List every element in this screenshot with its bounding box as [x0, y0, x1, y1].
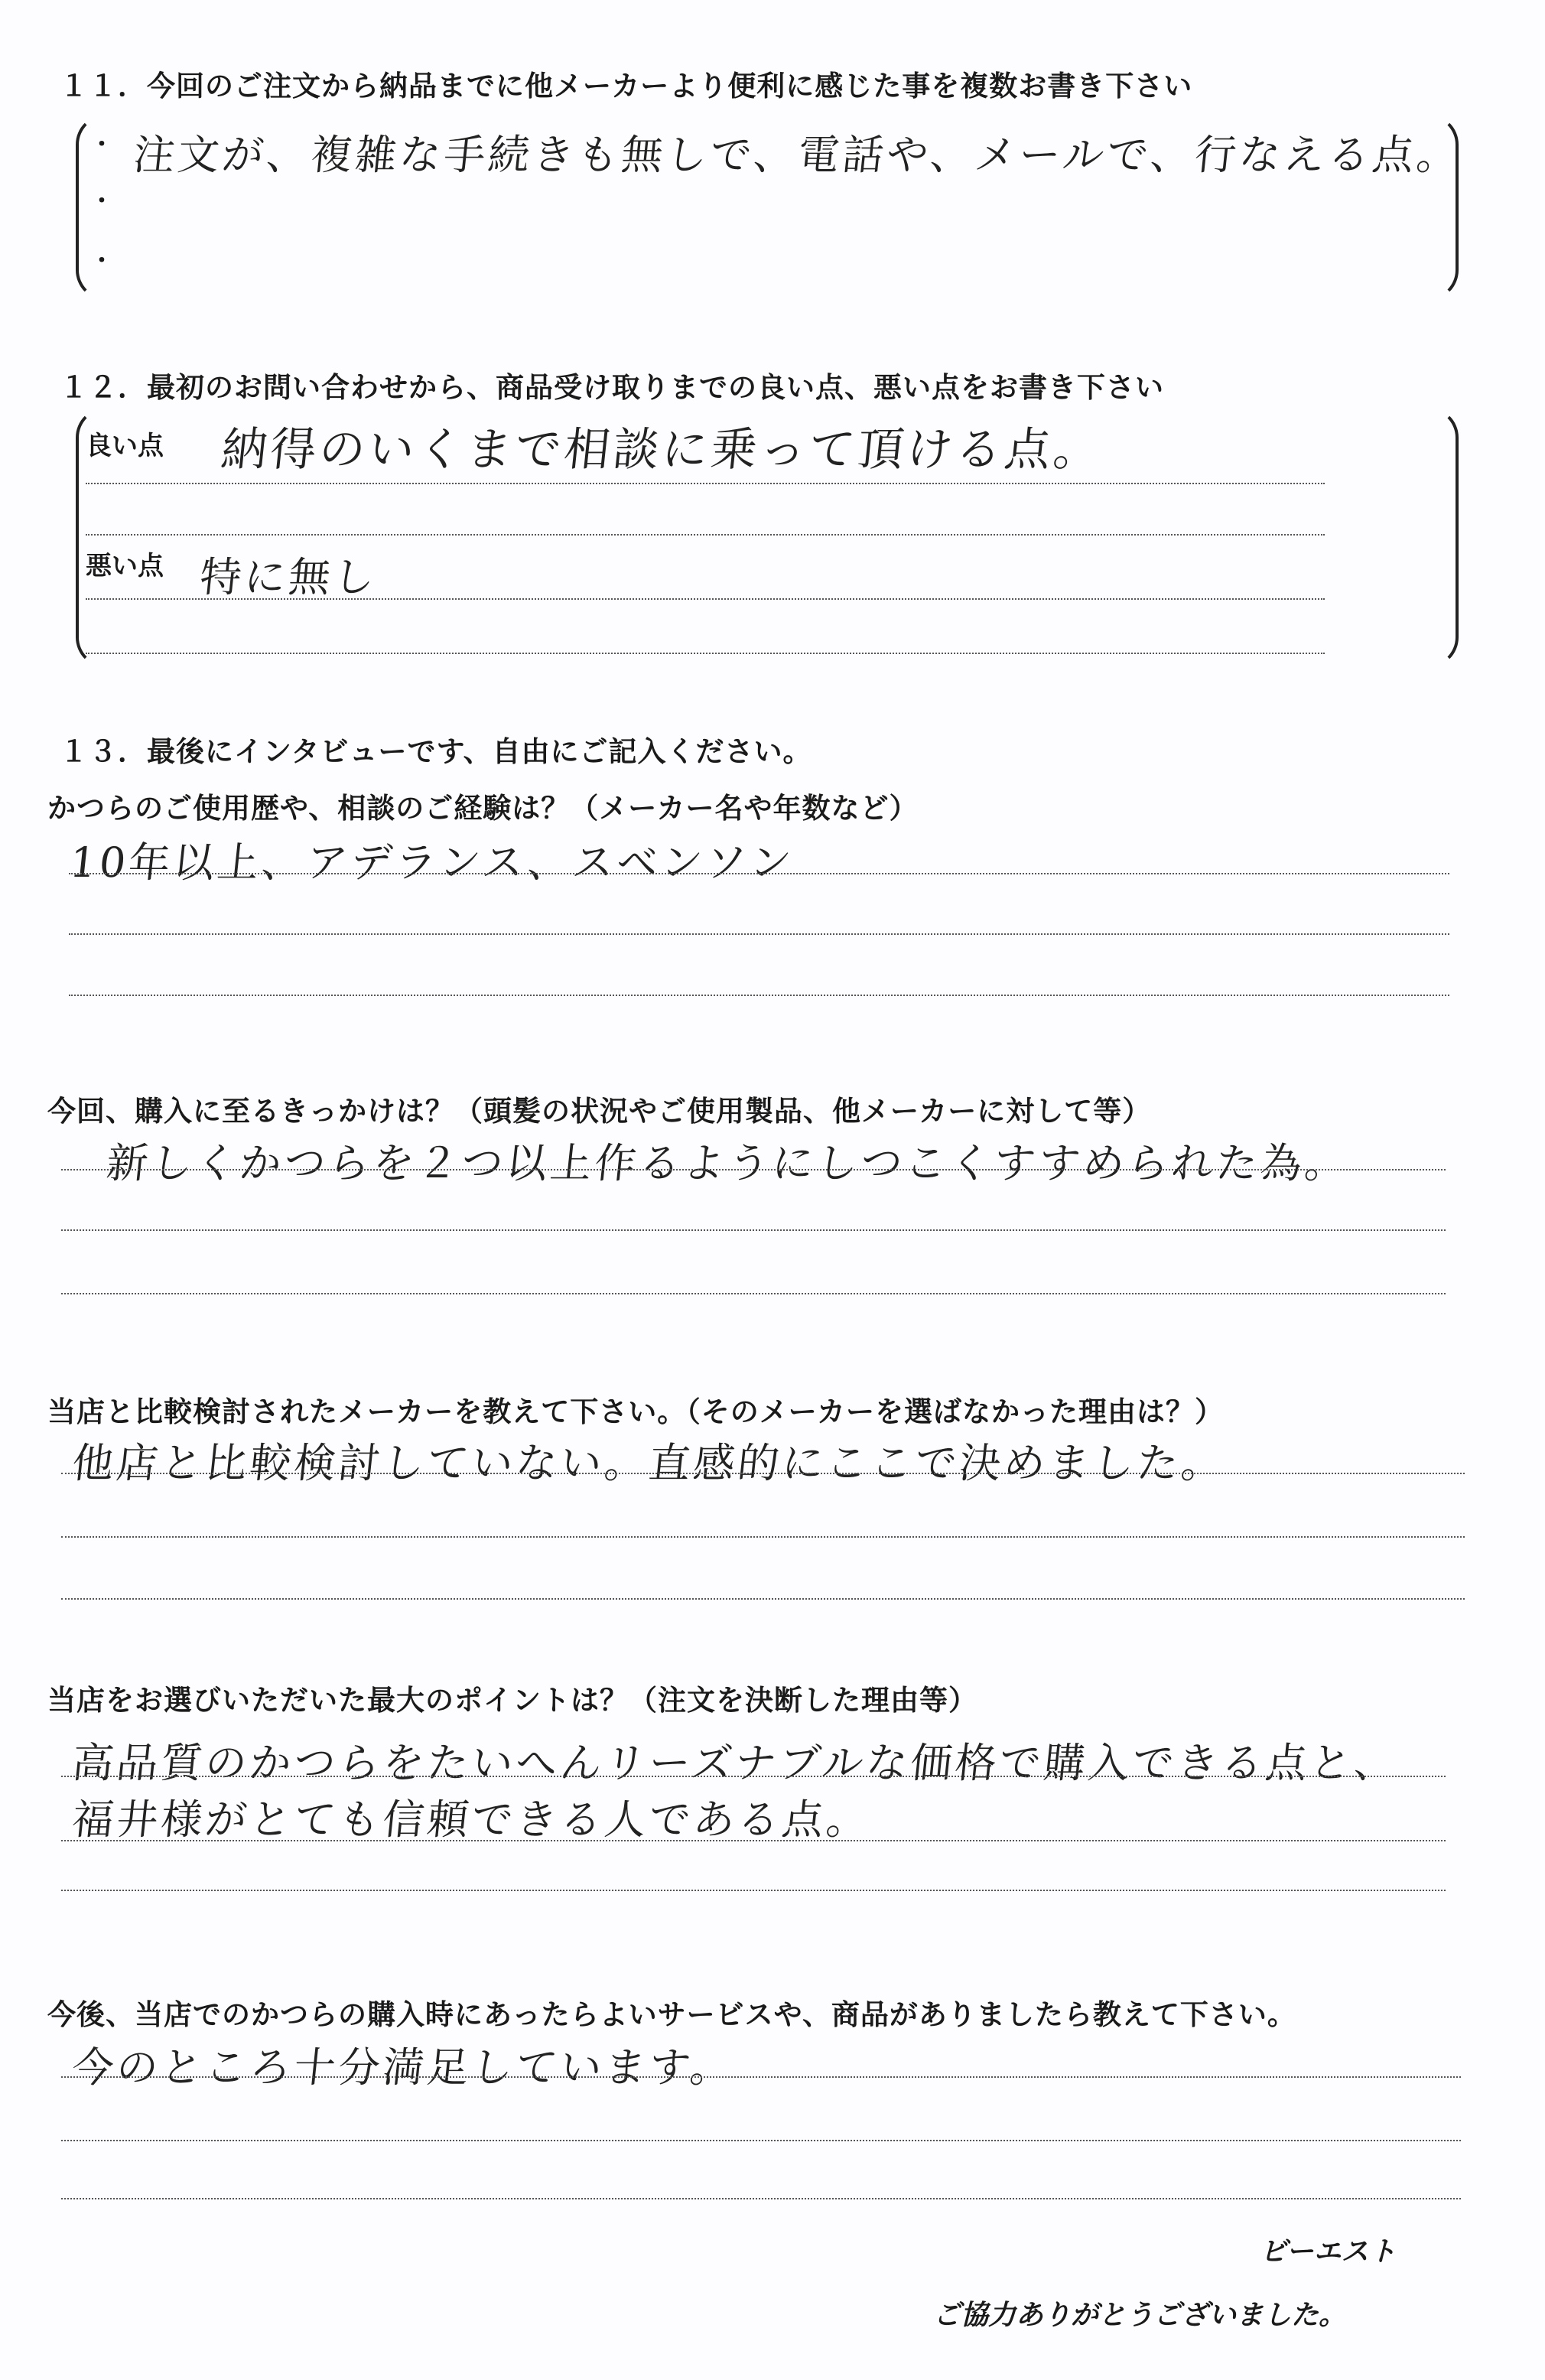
q13-item-1-answer: 10年以上、アデランス、スベンソン — [67, 838, 797, 887]
thank-you-message: ご協力ありがとうございました。 — [933, 2300, 1347, 2331]
writing-line — [61, 1536, 1465, 1538]
writing-line — [61, 1473, 1465, 1474]
writing-line — [61, 1229, 1446, 1231]
q13-item-4-question: 当店をお選びいただいた最大のポイントは？（注文を決断した理由等） — [47, 1684, 977, 1717]
writing-line — [61, 1293, 1446, 1294]
writing-line — [86, 483, 1325, 484]
q13-item-4-answer-line-2: 福井様がとても信頼できる人である点。 — [70, 1796, 873, 1844]
writing-line — [86, 653, 1325, 654]
q12-question: １２．最初のお問い合わせから、商品受け取りまでの良い点、悪い点をお書き下さい — [60, 371, 1164, 404]
q11-question: １１．今回のご注文から納品までに他メーカーより便利に感じた事を複数お書き下さい — [60, 70, 1193, 103]
writing-line — [86, 534, 1325, 536]
q13-item-2-question: 今回、購入に至るきっかけは？（頭髪の状況やご使用製品、他メーカーに対して等） — [47, 1095, 1152, 1128]
writing-line — [86, 598, 1325, 600]
q11-answer: 注文が、複雑な手続きも無しで、電話や、メールで、行なえる点。 — [131, 131, 1464, 179]
q13-item-4-answer-line-1: 高品質のかつらをたいへんリーズナブルな価格で購入できる点と、 — [70, 1739, 1401, 1787]
writing-line — [61, 1840, 1446, 1841]
writing-line — [69, 933, 1449, 935]
writing-line — [61, 1776, 1446, 1777]
q13-item-3-answer: 他店と比較検討していない。直感的にここで決めました。 — [70, 1439, 1228, 1487]
company-name: ビーエスト — [1260, 2236, 1397, 2268]
writing-line — [61, 2140, 1461, 2141]
q13-item-5-answer: 今のところ十分満足しています。 — [70, 2043, 737, 2092]
writing-line — [69, 995, 1449, 996]
writing-line — [61, 1890, 1446, 1891]
writing-line — [69, 873, 1449, 874]
writing-line — [61, 2076, 1461, 2078]
q12-bad-answer: 特に無し — [197, 553, 380, 601]
q12-bad-label: 悪い点 — [86, 551, 164, 581]
q11-bullet-3: ・ — [90, 248, 113, 275]
q13-heading: １３．最後にインタビューです、自由にご記入ください。 — [60, 735, 812, 768]
q13-item-3-question: 当店と比較検討されたメーカーを教えて下さい。（そのメーカーを選ばなかった理由は？） — [47, 1395, 1225, 1428]
q11-bullet-1: ・ — [90, 132, 113, 158]
writing-line — [61, 1598, 1465, 1600]
q13-item-1-question: かつらのご使用歴や、相談のご経験は？（メーカー名や年数など） — [47, 792, 919, 825]
q12-good-answer: 納得のいくまで相談に乗って頂ける点。 — [218, 423, 1106, 477]
writing-line — [61, 2198, 1461, 2199]
q13-item-2-answer: 新しくかつらを２つ以上作るようにしつこくすすめられた為。 — [104, 1139, 1352, 1187]
q12-good-label: 良い点 — [86, 431, 164, 461]
q11-bullet-2: ・ — [90, 188, 113, 215]
writing-line — [61, 1169, 1446, 1170]
q13-item-5-question: 今後、当店でのかつらの購入時にあったらよいサービスや、商品がありましたら教えて下さい。 — [47, 1998, 1296, 2031]
